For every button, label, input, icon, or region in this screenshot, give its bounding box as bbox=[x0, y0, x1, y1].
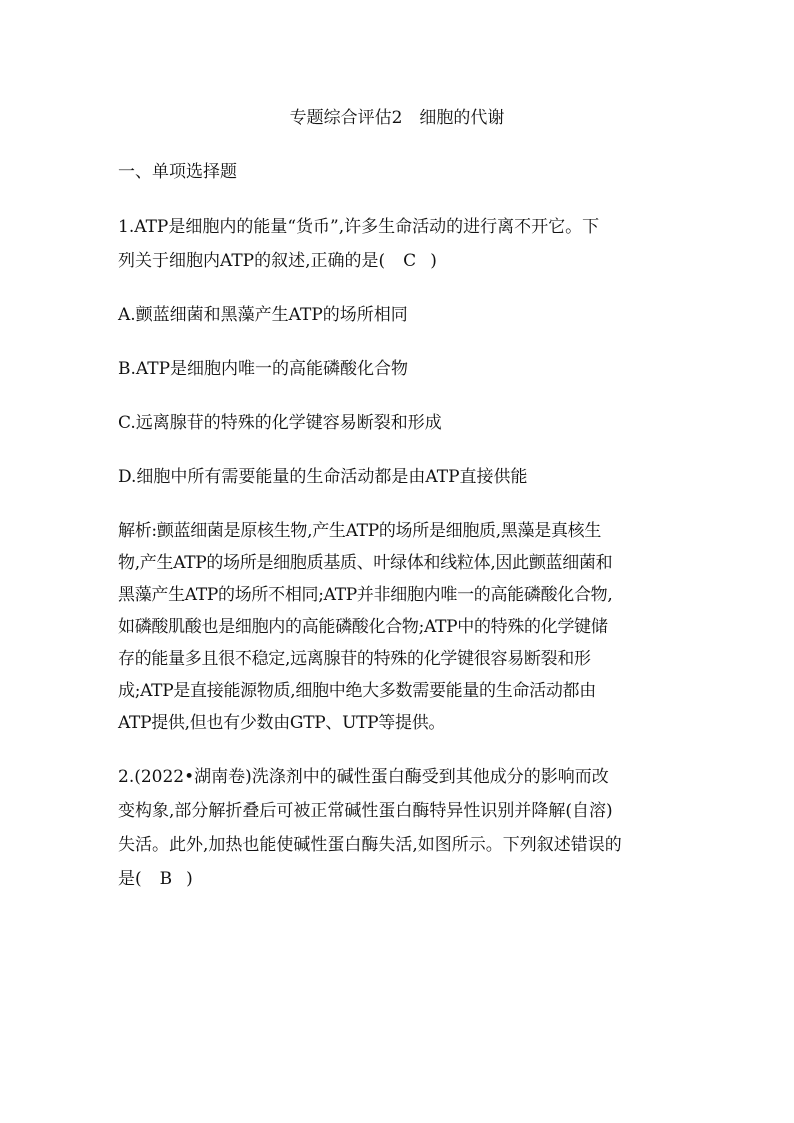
question-2-answer: B bbox=[159, 869, 173, 889]
analysis-line: 物,产生ATP的场所是细胞质基质、叶绿体和线粒体,因此颤蓝细菌和 bbox=[118, 553, 613, 573]
analysis-line: 成;ATP是直接能源物质,细胞中绝大多数需要能量的生命活动都由 bbox=[118, 681, 596, 701]
question-1-option-d: D.细胞中所有需要能量的生命活动都是由ATP直接供能 bbox=[118, 467, 528, 487]
question-1-stem-text: 列关于细胞内ATP的叙述,正确的是( bbox=[118, 251, 386, 271]
question-1-answer: C bbox=[403, 251, 417, 271]
analysis-line: 存的能量多且很不稳定,远离腺苷的特殊的化学键很容易断裂和形 bbox=[118, 649, 591, 669]
question-1-option-c: C.远离腺苷的特殊的化学键容易断裂和形成 bbox=[118, 413, 442, 433]
question-1-stem-line-1: 1.ATP是细胞内的能量“货币”,许多生命活动的进行离不开它。下 bbox=[118, 217, 600, 237]
analysis-line: 解析:颤蓝细菌是原核生物,产生ATP的场所是细胞质,黑藻是真核生 bbox=[118, 521, 602, 541]
question-1-stem-line-2 bbox=[118, 247, 678, 275]
analysis-line: 黑藻产生ATP的场所不相同;ATP并非细胞内唯一的高能磷酸化合物, bbox=[118, 585, 613, 605]
question-1-stem-close: ) bbox=[430, 251, 437, 271]
question-1 bbox=[118, 213, 678, 737]
question-2-stem-line-1: 2.(2022•湖南卷)洗涤剂中的碱性蛋白酶受到其他成分的影响而改 bbox=[118, 767, 609, 787]
analysis-line: ATP提供,但也有少数由GTP、UTP等提供。 bbox=[118, 713, 446, 733]
page-title: 专题综合评估2 细胞的代谢 bbox=[289, 108, 505, 128]
question-2-stem-text: 是( bbox=[118, 869, 142, 889]
question-1-option-b: B.ATP是细胞内唯一的高能磷酸化合物 bbox=[118, 359, 409, 379]
question-1-option-a: A.颤蓝细菌和黑藻产生ATP的场所相同 bbox=[118, 305, 408, 325]
question-2-stem-close: ) bbox=[186, 869, 193, 889]
question-2-stem-line-2: 变构象,部分解折叠后可被正常碱性蛋白酶特异性识别并降解(自溶) bbox=[118, 801, 613, 821]
analysis-line: 如磷酸肌酸也是细胞内的高能磷酸化合物;ATP中的特殊的化学键储 bbox=[118, 617, 608, 637]
question-2-stem-line-4 bbox=[118, 865, 678, 893]
question-1-analysis bbox=[118, 517, 678, 737]
section-heading: 一、单项选择题 bbox=[118, 162, 237, 182]
question-2 bbox=[118, 763, 678, 893]
document-body bbox=[118, 158, 678, 899]
question-2-stem-line-3: 失活。此外,加热也能使碱性蛋白酶失活,如图所示。下列叙述错误的 bbox=[118, 835, 622, 855]
